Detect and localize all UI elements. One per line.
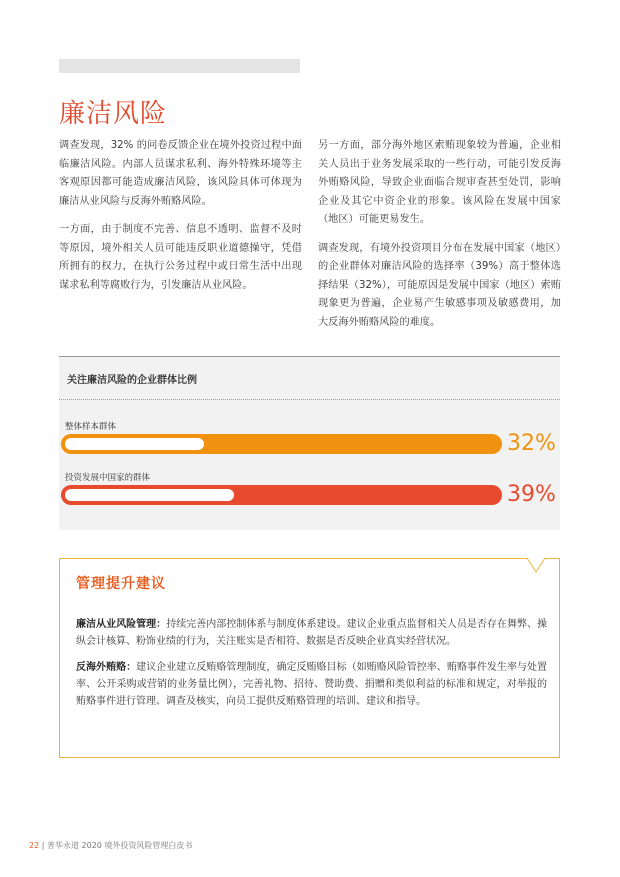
- page-number: 22: [29, 841, 40, 850]
- bar-label: 整体样本群体: [65, 422, 117, 432]
- bar: [61, 485, 502, 505]
- left-column: [59, 137, 302, 305]
- advice-body: [76, 616, 547, 719]
- corner-notch-icon: [527, 558, 545, 576]
- bar-value: 32%: [507, 431, 556, 456]
- paragraph: 调查发现，有境外投资项目分布在发展中国家（地区）的企业群体对廉洁风险的选择率（39%）高于整体选择结果（32%），可能原因是发展中国家（地区）索贿现象更为普遍，企业易产生敏感事项及敏感费用，加大反海外贿赂风险的难度。: [318, 242, 561, 328]
- bar-label: 投资发展中国家的群体: [65, 473, 151, 483]
- advice-text: 建议企业建立反贿赂管理制度，确定反贿赂目标（如贿赂风险管控率、贿赂事件发生率与处置率、公开采购或营销的业务量比例），完善礼物、招待、赞助费、捐赠和类似利益的标准和规定，对举报的贿赂事件进行管理、调查及核实，向员工提供反贿赂管理的培训、建议和指导。: [76, 662, 548, 707]
- chart-title: 关注廉洁风险的企业群体比例: [67, 375, 197, 386]
- advice-box: [59, 558, 560, 758]
- advice-item: [76, 616, 547, 650]
- paragraph: 另一方面，部分海外地区索贿现象较为普遍，企业相关人员出于业务发展采取的一些行动，可能引发反海外贿赂风险，导致企业面临合规审查甚至处罚，影响企业及其它中资企业的形象。该风险在发展中国家（地区）可能更易发生。: [318, 140, 561, 225]
- header-decoration-bar: [59, 59, 300, 73]
- paragraph: 调查发现，32% 的问卷反馈企业在境外投资过程中面临廉洁风险。内部人员谋求私利、海外特殊环境等主客观原因都可能造成廉洁风险，该风险具体可体现为廉洁从业风险与反海外贿赂风险。: [59, 140, 302, 207]
- advice-heading: 反海外贿赂：: [76, 662, 137, 673]
- bar-value: 39%: [507, 482, 556, 507]
- page-title: 廉洁风险: [59, 99, 168, 129]
- bar-inner: [65, 489, 234, 501]
- footer-text: 普华永道 2020 境外投资风险管理白皮书: [46, 841, 193, 850]
- advice-heading: 廉洁从业风险管理：: [76, 619, 167, 630]
- page-footer: [29, 840, 192, 851]
- advice-item: [76, 659, 547, 710]
- right-column: [318, 137, 561, 342]
- paragraph: 一方面，由于制度不完善、信息不透明、监督不及时等原因，境外相关人员可能违反职业道德操守，凭借所拥有的权力，在执行公务过程中或日常生活中出现谋求私利等腐败行为，引发廉洁从业风险。: [59, 224, 302, 291]
- bar: [61, 434, 502, 454]
- advice-title: 管理提升建议: [76, 576, 166, 592]
- chart-divider: [59, 399, 560, 400]
- footer-separator: |: [41, 841, 45, 850]
- risk-ratio-chart: [59, 356, 560, 530]
- advice-text: 持续完善内部控制体系与制度体系建设。建议企业重点监督相关人员是否存在舞弊、操纵会计核算、粉饰业绩的行为，关注账实是否相符、数据是否反映企业真实经营状况。: [76, 619, 548, 647]
- bar-inner: [65, 438, 204, 450]
